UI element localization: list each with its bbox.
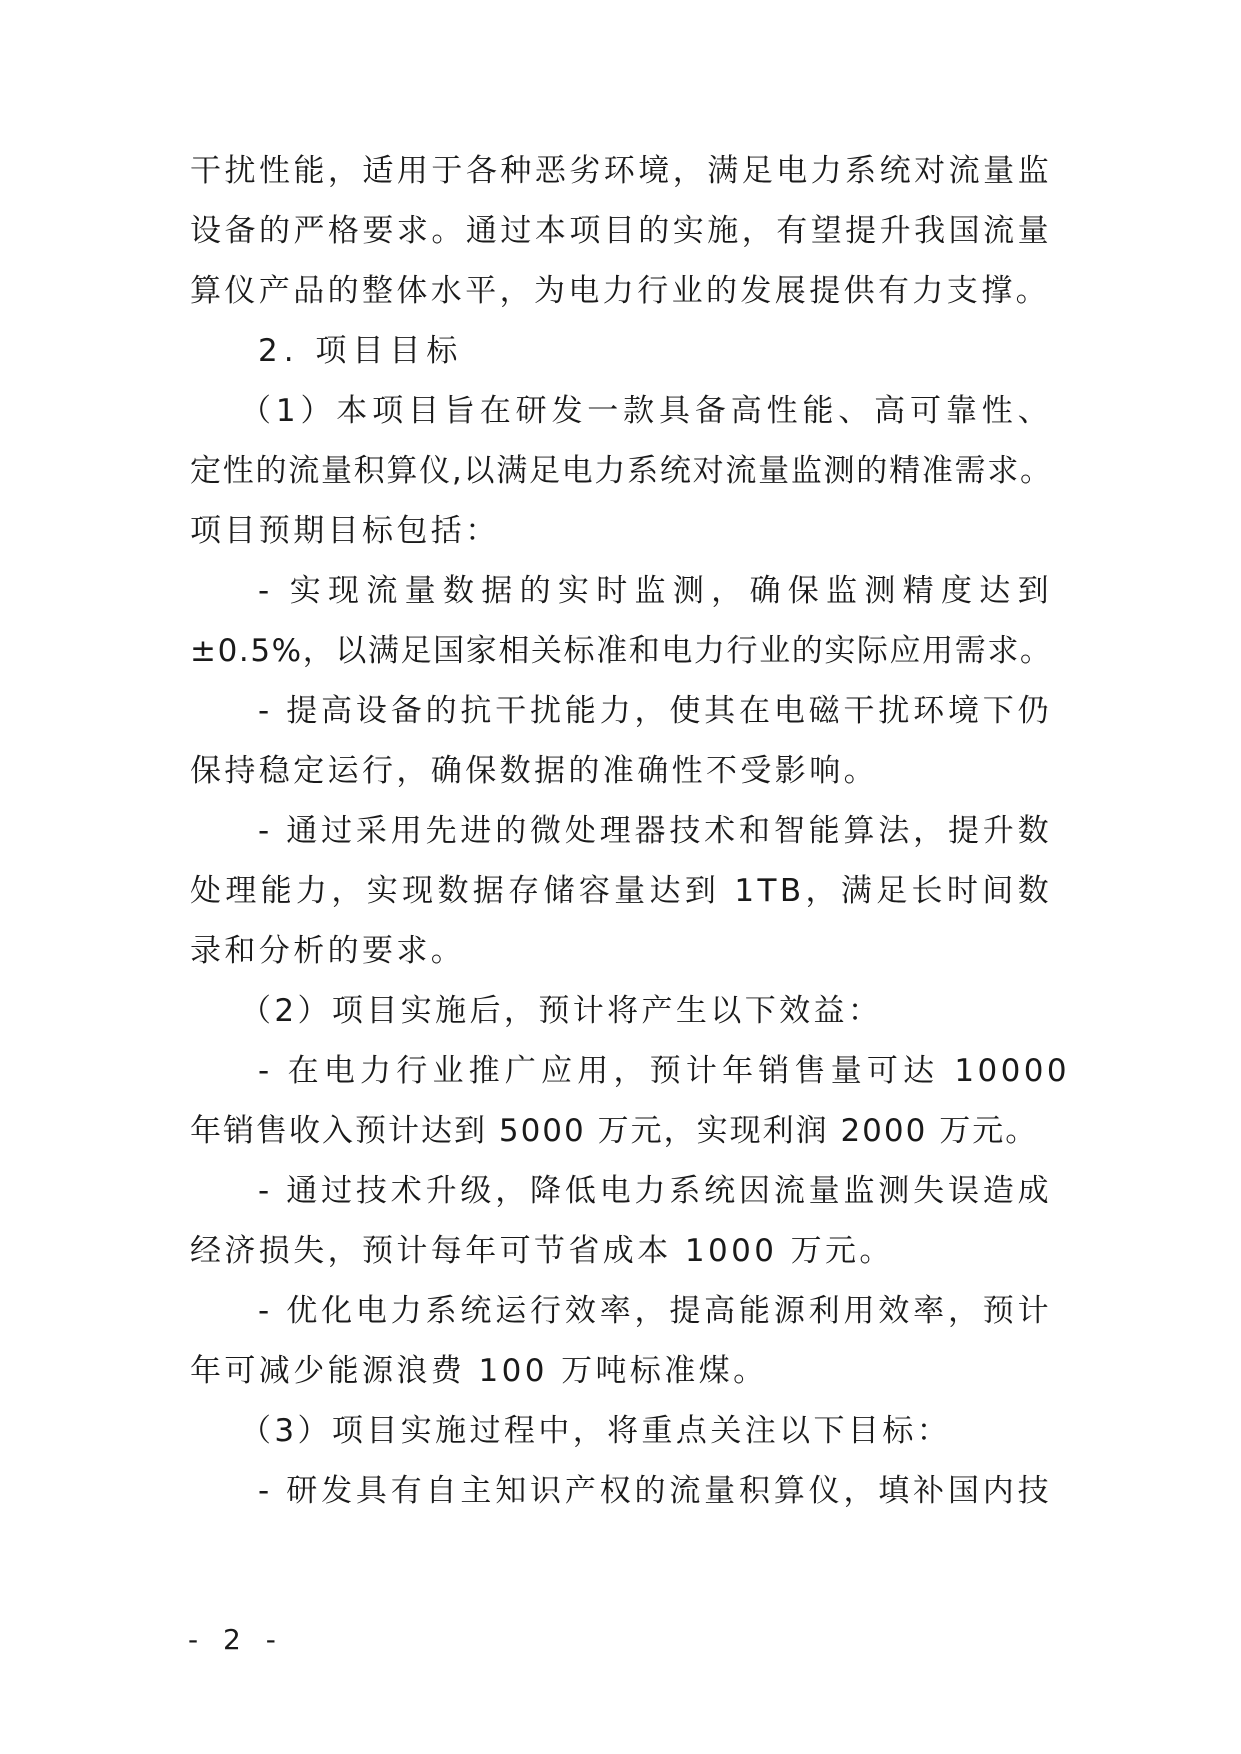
- paragraph-line: 设备的严格要求。通过本项目的实施，有望提升我国流量: [190, 213, 1052, 249]
- list-item-line: 经济损失，预计每年可节省成本 1000 万元。: [190, 1233, 894, 1269]
- list-item-line: - 通过采用先进的微处理器技术和智能算法，提升数: [258, 813, 1052, 849]
- list-item-line: 保持稳定运行，确保数据的准确性不受影响。: [190, 753, 878, 789]
- paragraph-line: 项目预期目标包括：: [190, 513, 500, 549]
- list-item-line: 年可减少能源浪费 100 万吨标准煤。: [190, 1353, 768, 1389]
- list-item-line: - 研发具有自主知识产权的流量积算仪，填补国内技: [258, 1473, 1052, 1509]
- paragraph-line: （3）项目实施过程中，将重点关注以下目标：: [240, 1413, 952, 1449]
- list-item-line: - 通过技术升级，降低电力系统因流量监测失误造成: [258, 1173, 1052, 1209]
- paragraph-line: 干扰性能，适用于各种恶劣环境，满足电力系统对流量监: [190, 153, 1052, 189]
- list-item-line: - 优化电力系统运行效率，提高能源利用效率，预计: [258, 1293, 1052, 1329]
- paragraph-line: （2）项目实施后，预计将产生以下效益：: [240, 993, 883, 1029]
- paragraph-line: 定性的流量积算仪,以满足电力系统对流量监测的精准需求。: [190, 453, 1052, 489]
- list-item-line: - 在电力行业推广应用，预计年销售量可达 10000: [258, 1053, 1070, 1089]
- list-item-line: - 实现流量数据的实时监测，确保监测精度达到: [258, 573, 1052, 609]
- section-heading: 2. 项目目标: [258, 333, 464, 369]
- list-item-line: ±0.5%，以满足国家相关标准和电力行业的实际应用需求。: [190, 633, 1053, 669]
- list-item-line: 年销售收入预计达到 5000 万元，实现利润 2000 万元。: [190, 1113, 1039, 1149]
- list-item-line: 处理能力，实现数据存储容量达到 1TB，满足长时间数: [190, 873, 1052, 909]
- page-number: - 2 -: [188, 1623, 284, 1656]
- list-item-line: 录和分析的要求。: [190, 933, 466, 969]
- paragraph-line: （1）本项目旨在研发一款具备高性能、高可靠性、: [240, 393, 1052, 429]
- list-item-line: - 提高设备的抗干扰能力，使其在电磁干扰环境下仍: [258, 693, 1052, 729]
- paragraph-line: 算仪产品的整体水平，为电力行业的发展提供有力支撑。: [190, 273, 1050, 309]
